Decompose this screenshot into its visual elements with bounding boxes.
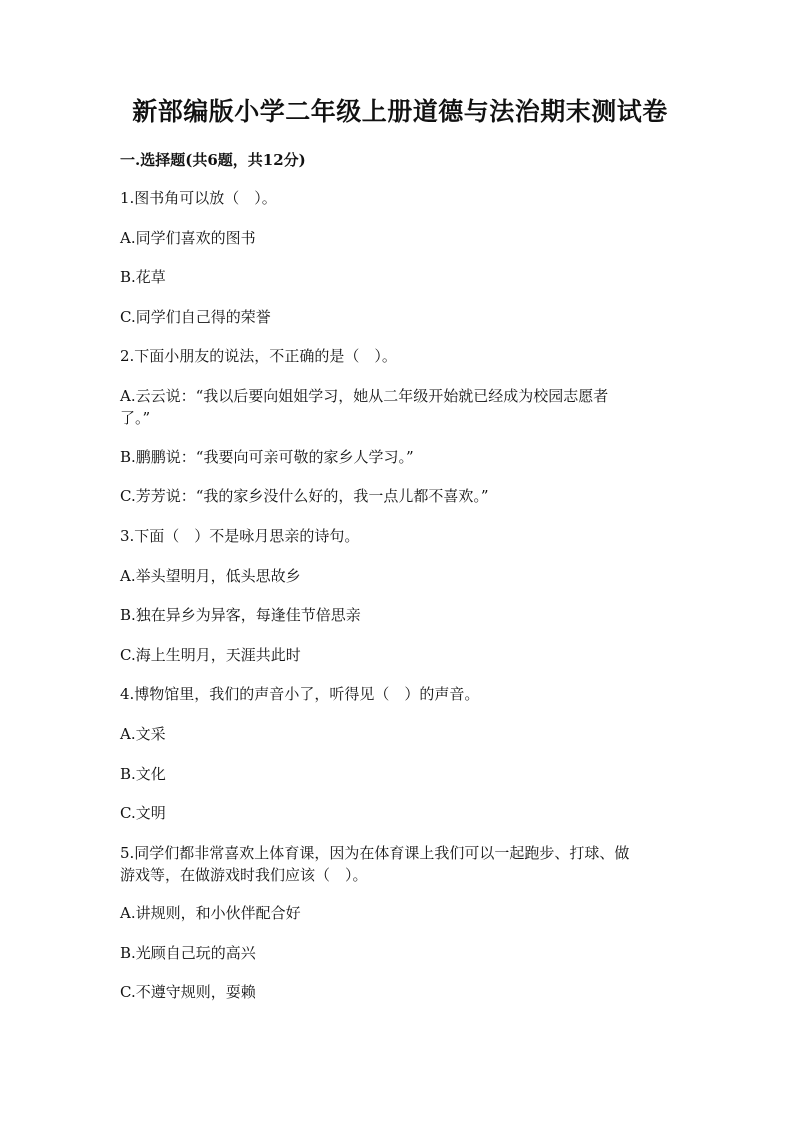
- question-4: 4.博物馆里，我们的声音小了，听得见（ ）的声音。: [120, 685, 480, 703]
- question-4-option-a: A.文采: [120, 725, 166, 743]
- question-2-option-b: B.鹏鹏说：“我要向可亲可敬的家乡人学习。”: [120, 448, 414, 466]
- question-4-option-c: C.文明: [120, 804, 166, 822]
- question-5-option-a: A.讲规则，和小伙伴配合好: [120, 904, 301, 922]
- page-title: 新部编版小学二年级上册道德与法治期末测试卷: [132, 97, 668, 126]
- question-4-option-b: B.文化: [120, 765, 166, 783]
- question-2-option-c: C.芳芳说：“我的家乡没什么好的，我一点儿都不喜欢。”: [120, 487, 489, 505]
- question-5: 5.同学们都非常喜欢上体育课，因为在体育课上我们可以一起跑步、打球、做 游戏等，在做游戏时我们应该（ ）。: [120, 844, 630, 884]
- question-1-option-b: B.花草: [120, 268, 166, 286]
- question-2: 2.下面小朋友的说法，不正确的是（ ）。: [120, 347, 397, 365]
- question-1-option-a: A.同学们喜欢的图书: [120, 229, 256, 247]
- question-2-option-a: A.云云说：“我以后要向姐姐学习，她从二年级开始就已经成为校园志愿者 了。”: [120, 387, 609, 427]
- section-heading: 一.选择题(共6题，共12分): [120, 151, 306, 169]
- question-5-option-b: B.光顾自己玩的高兴: [120, 944, 256, 962]
- question-3-option-a: A.举头望明月，低头思故乡: [120, 567, 301, 585]
- question-5-option-c: C.不遵守规则，耍赖: [120, 983, 256, 1001]
- question-3-option-b: B.独在异乡为异客，每逢佳节倍思亲: [120, 606, 361, 624]
- question-1: 1.图书角可以放（ ）。: [120, 189, 277, 207]
- question-3: 3.下面（ ）不是咏月思亲的诗句。: [120, 527, 360, 545]
- question-1-option-c: C.同学们自己得的荣誉: [120, 308, 271, 326]
- question-3-option-c: C.海上生明月，天涯共此时: [120, 646, 301, 664]
